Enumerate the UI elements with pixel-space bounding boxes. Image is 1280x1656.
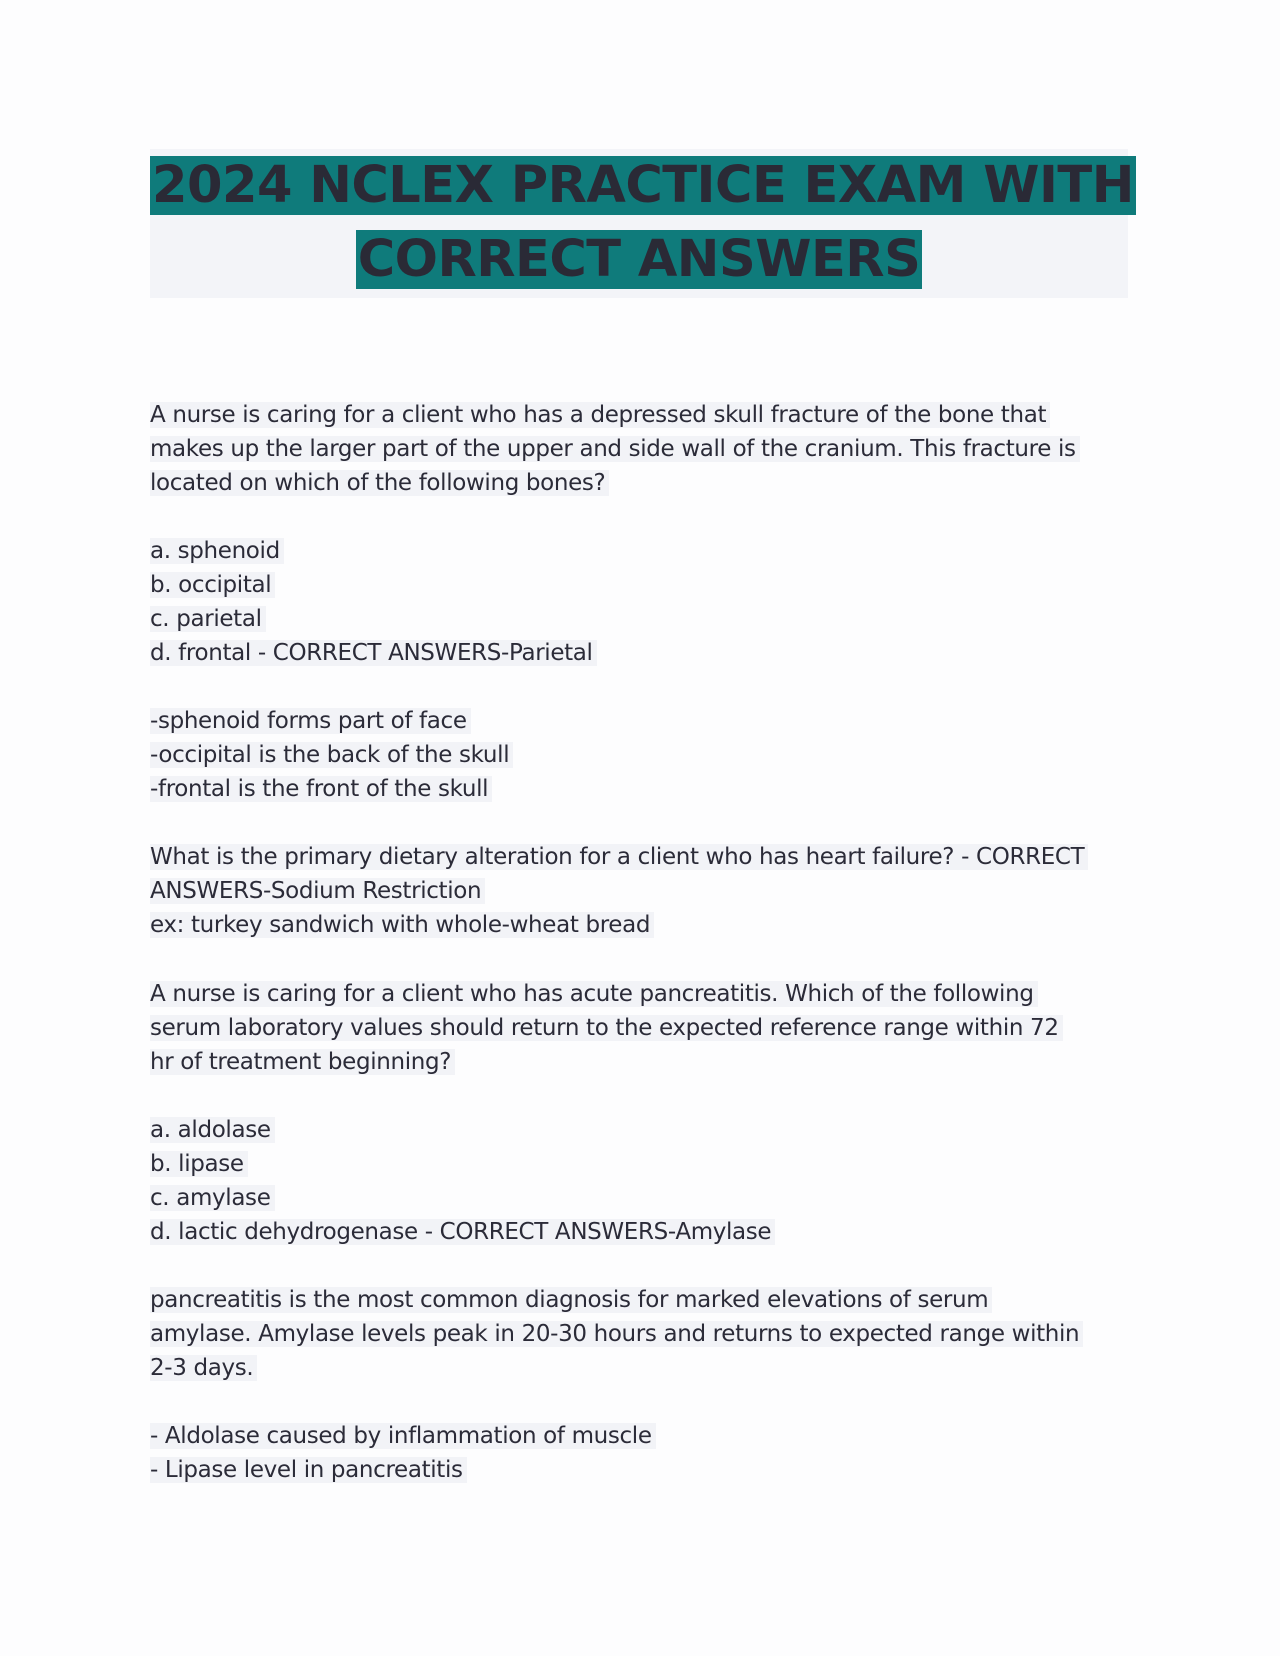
document-title (150, 149, 1134, 298)
q3-rationale-line: 2-3 days. (150, 1352, 257, 1385)
q1-rationale-line: -occipital is the back of the skull (150, 739, 513, 772)
q3-option: b. lipase (150, 1148, 248, 1181)
q3-rationale-line: amylase. Amylase levels peak in 20-30 hours and returns to expected range within (150, 1318, 1083, 1351)
title-line-2: CORRECT ANSWERS (357, 230, 921, 289)
q2-line: ex: turkey sandwich with whole-wheat bread (150, 909, 654, 942)
q3-option: a. aldolase (150, 1114, 275, 1147)
q3-stem-line: hr of treatment beginning? (150, 1046, 455, 1079)
q3-stem-line: serum laboratory values should return to the expected reference range within 72 (150, 1012, 1063, 1045)
q3-rationale-line: pancreatitis is the most common diagnosis for marked elevations of serum (150, 1284, 992, 1317)
q1-option: b. occipital (150, 569, 275, 602)
q2-line: ANSWERS-Sodium Restriction (150, 875, 485, 908)
q3-note-line: - Lipase level in pancreatitis (150, 1454, 467, 1487)
q1-stem-line: makes up the larger part of the upper and side wall of the cranium. This fracture is (150, 433, 1080, 466)
q1-rationale-line: -sphenoid forms part of face (150, 705, 471, 738)
q2-line: What is the primary dietary alteration for a client who has heart failure? - CORRECT (150, 841, 1088, 874)
q1-option: c. parietal (150, 603, 266, 636)
q1-rationale-line: -frontal is the front of the skull (150, 773, 492, 806)
q3-stem-line: A nurse is caring for a client who has acute pancreatitis. Which of the following (150, 978, 1038, 1011)
q3-option: c. amylase (150, 1182, 275, 1215)
q1-stem-line: located on which of the following bones? (150, 467, 609, 500)
q1-option: a. sphenoid (150, 535, 284, 568)
q3-option-answer: d. lactic dehydrogenase - CORRECT ANSWERS-Amylase (150, 1216, 775, 1249)
q1-stem-line: A nurse is caring for a client who has a depressed skull fracture of the bone that (150, 399, 1050, 432)
title-line-1: 2024 NCLEX PRACTICE EXAM WITH (152, 156, 1134, 215)
q3-note-line: - Aldolase caused by inflammation of muscle (150, 1420, 656, 1453)
q1-option-answer: d. frontal - CORRECT ANSWERS-Parietal (150, 637, 597, 670)
